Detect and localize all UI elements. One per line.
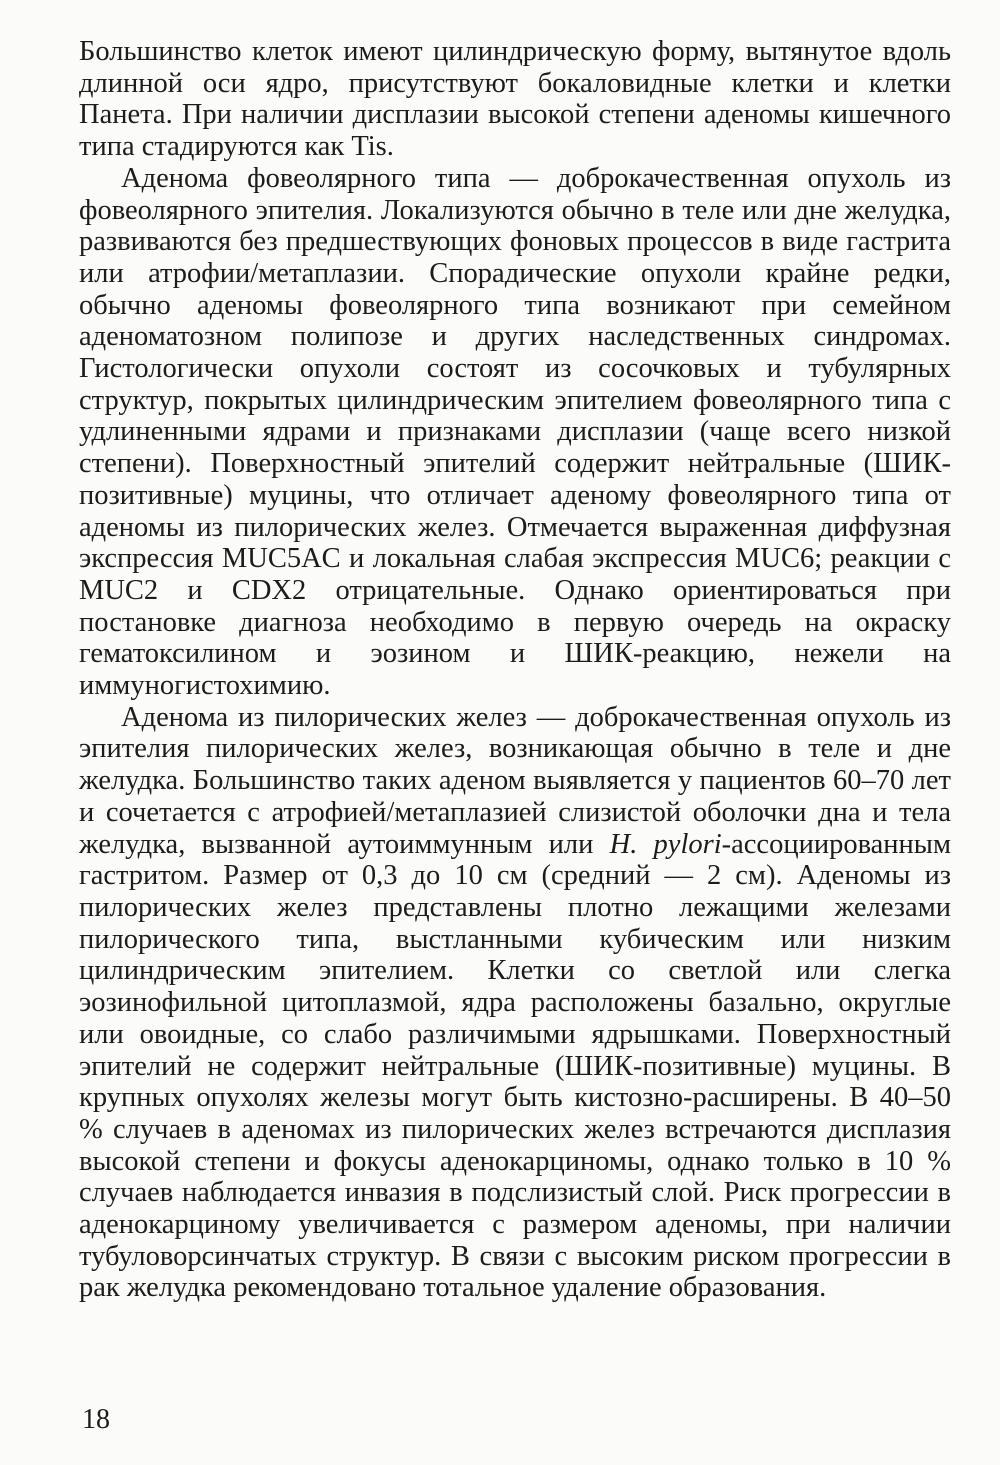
paragraph-pyloric-gland-adenoma	[79, 702, 951, 1304]
pyloric-text-part-1: Аденома из пилорических желез — доброкачественная опухоль из эпителия пилорических желез, возникающая обычно в теле и дне желудка. Большинство таких аденом выявляется у пациентов 60–70 лет и сочетается с атрофией/метаплазией слизистой оболочки дна и тела желудка, вызванной аутоиммунным или	[79, 701, 951, 860]
body-text	[79, 36, 951, 1304]
paragraph-foveolar-adenoma: Аденома фовеолярного типа — доброкачественная опухоль из фовеолярного эпителия. Локализуются обычно в теле или дне желудка, развиваются без предшествующих фоновых процессов в виде гастрита или атрофии/метаплазии. Спорадические опухоли крайне редки, обычно аденомы фовеолярного типа возникают при семейном аденоматозном полипозе и других наследственных синдромах. Гистологически опухоли состоят из сосочковых и тубулярных структур, покрытых цилиндрическим эпителием фовеолярного типа с удлиненными ядрами и признаками дисплазии (чаще всего низкой степени). Поверхностный эпителий содержит нейтральные (ШИК-позитивные) муцины, что отличает аденому фовеолярного типа от аденомы из пилорических желез. Отмечается выраженная диффузная экспрессия MUC5AC и локальная слабая экспрессия MUC6; реакции с MUC2 и CDX2 отрицательные. Однако ориентироваться при постановке диагноза необходимо в первую очередь на окраску гематоксилином и эозином и ШИК-реакцию, нежели на иммуногистохимию.	[79, 162, 951, 702]
paragraph-intestinal-adenoma-continuation: Большинство клеток имеют цилиндрическую форму, вытянутое вдоль длинной оси ядро, присутствуют бокаловидные клетки и клетки Панета. При наличии дисплазии высокой степени аденомы кишечного типа стадируются как Tis.	[79, 36, 951, 163]
pyloric-text-part-2: -ассоциированным гастритом. Размер от 0,3 до 10 см (средний — 2 см). Аденомы из пилорических желез представлены плотно лежащими железами пилорического типа, выстланными кубическим или низким цилиндрическим эпителием. Клетки со светлой или слегка эозинофильной цитоплазмой, ядра расположены базально, округлые или овоидные, со слабо различимыми ядрышками. Поверхностный эпителий не содержит нейтральные (ШИК-позитивные) муцины. В крупных опухолях железы могут быть кистозно-расширены. В 40–50 % случаев в аденомах из пилорических желез встречаются дисплазия высокой степени и фокусы аденокарциномы, однако только в 10 % случаев наблюдается инвазия в подслизистый слой. Риск прогрессии в аденокарциному увеличивается с размером аденомы, при наличии тубуловорсинчатых структур. В связи с высоким риском прогрессии в рак желудка рекомендовано тотальное удаление образования.	[79, 828, 951, 1304]
page-number: 18	[82, 1404, 110, 1435]
h-pylori-italic: H. pylori	[609, 828, 722, 860]
